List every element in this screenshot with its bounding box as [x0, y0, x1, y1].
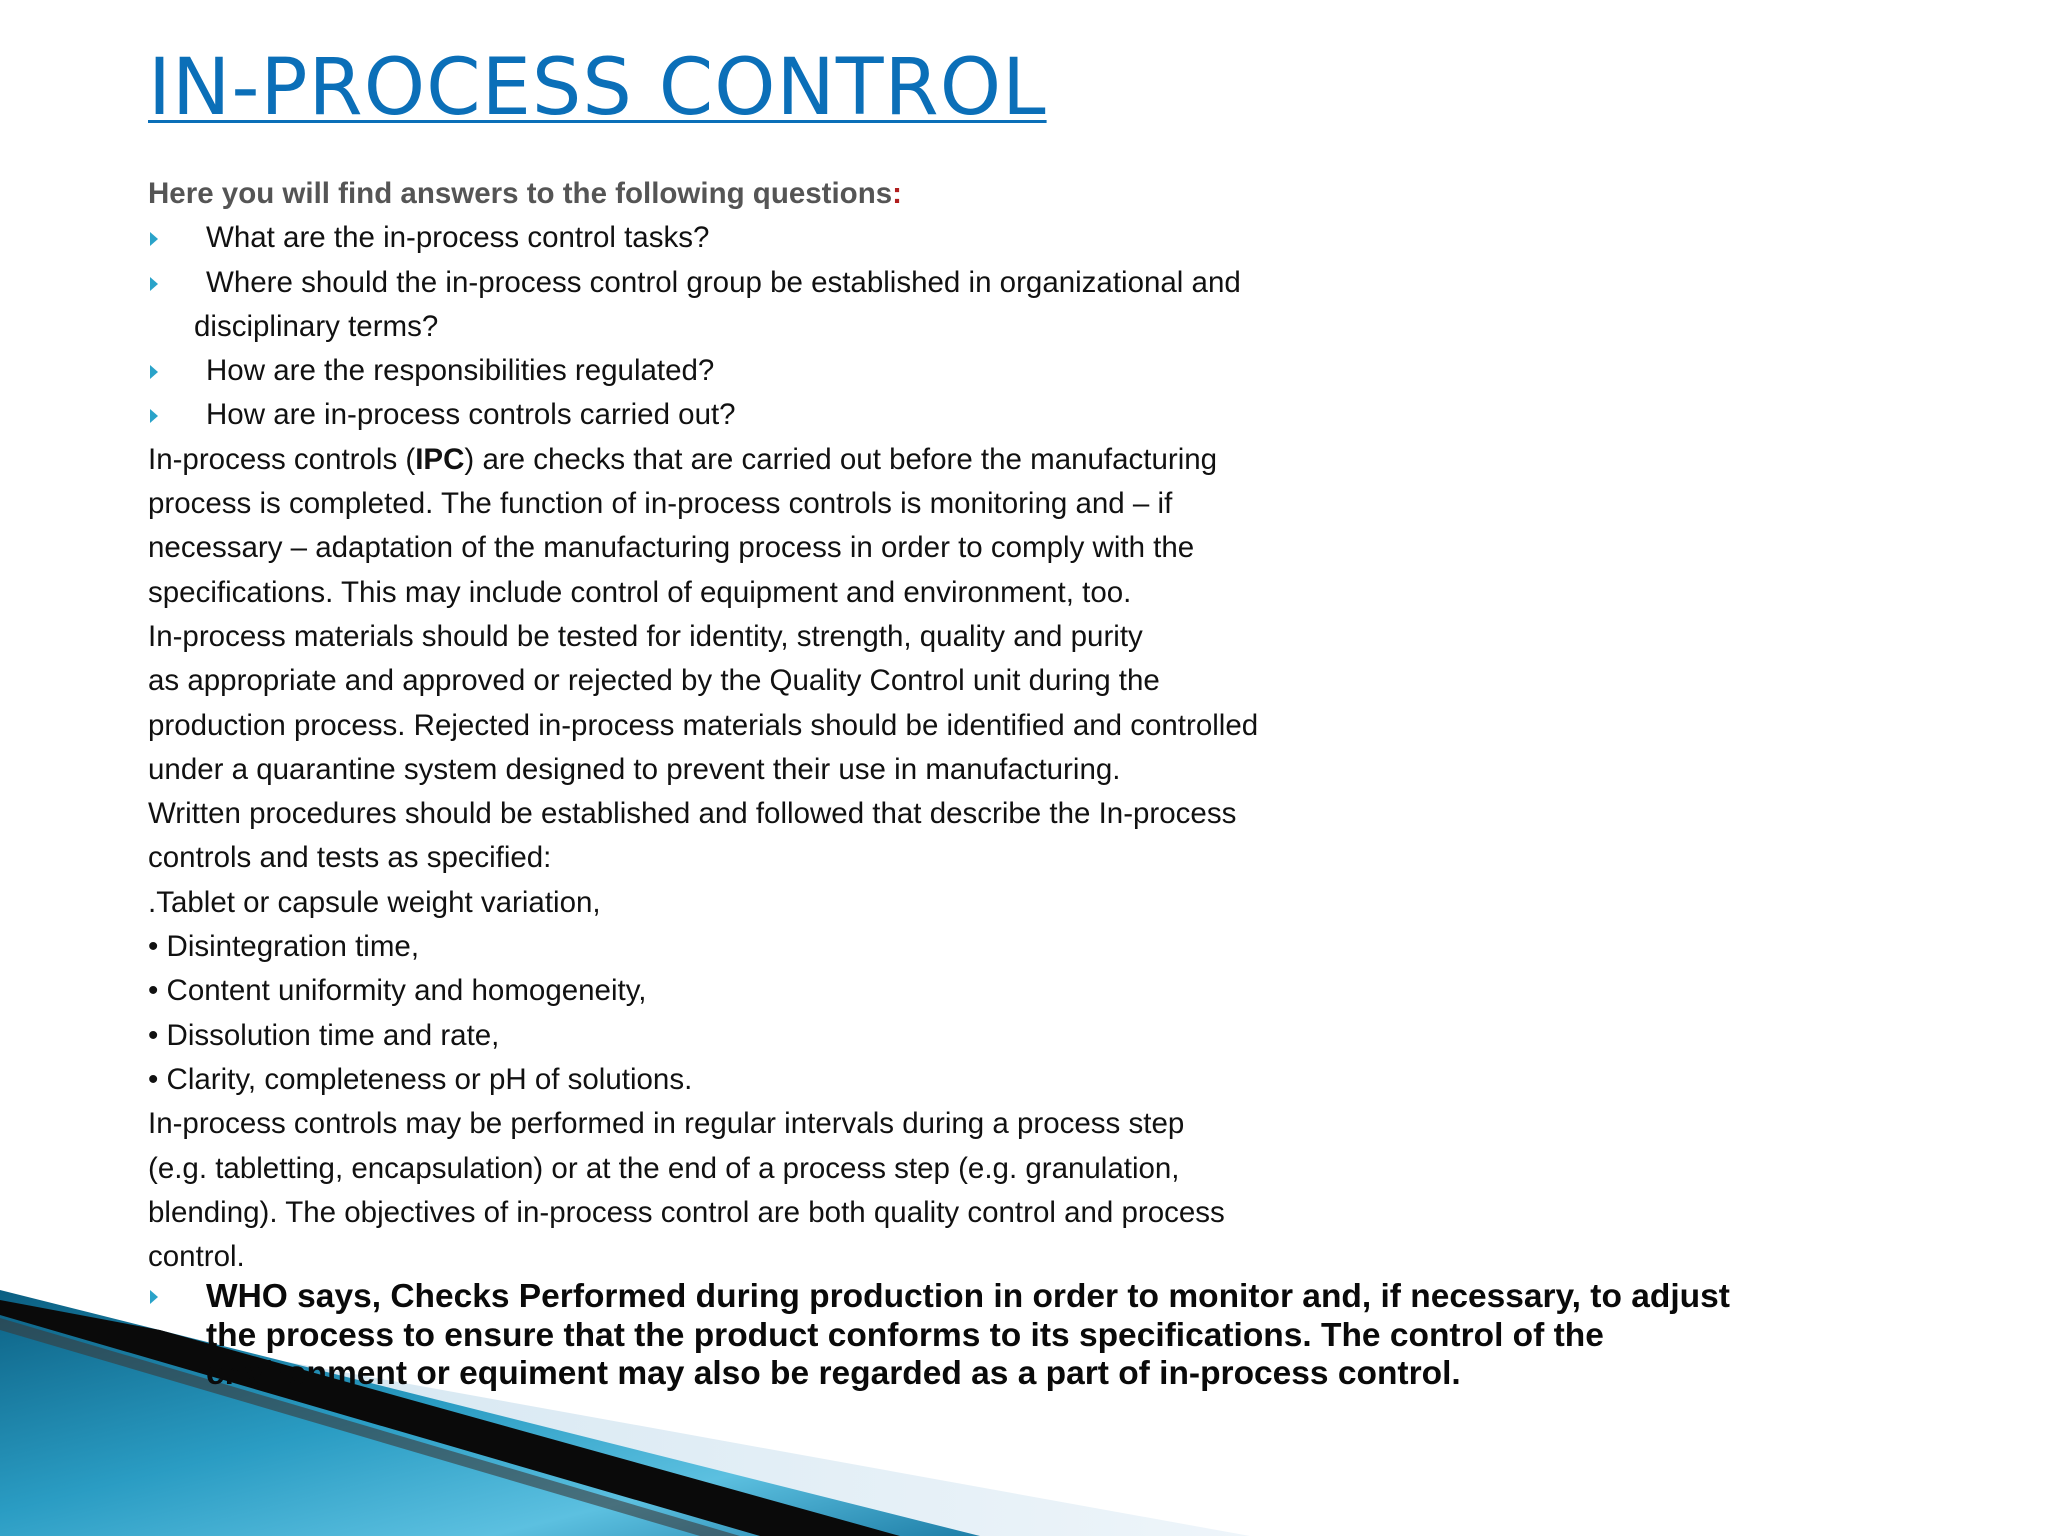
- intro-heading: [148, 172, 1448, 216]
- paragraph-line: controls and tests as specified:: [148, 841, 552, 875]
- triangle-bullet-icon: [150, 365, 158, 379]
- who-line: the process to ensure that the product conforms to its specifications. The control of the: [206, 1316, 1604, 1354]
- ipc-definition: [148, 438, 1448, 482]
- paragraph-line: under a quarantine system designed to prevent their use in manufacturing.: [148, 752, 1121, 786]
- paragraph-line: process is completed. The function of in-process controls is monitoring and – if: [148, 487, 1173, 521]
- who-text: [206, 1278, 1788, 1394]
- paragraph-line: necessary – adaptation of the manufacturing process in order to comply with the: [148, 531, 1195, 565]
- test-item: • Disintegration time,: [148, 930, 420, 964]
- intro-text: Here you will find answers to the following questions: [148, 177, 893, 210]
- paragraph-line: Written procedures should be established and followed that describe the In-process: [148, 797, 1237, 831]
- question-item: [148, 216, 1448, 260]
- who-definition: [148, 1278, 1788, 1394]
- question-item: [148, 349, 1448, 393]
- slide-body: [148, 172, 1448, 1279]
- paragraph-line: as appropriate and approved or rejected by the Quality Control unit during the: [148, 664, 1160, 698]
- triangle-bullet-icon: [150, 409, 158, 423]
- ipc-def-after: ) are checks that are carried out before the manufacturing: [464, 442, 1218, 476]
- who-line: WHO says, Checks Performed during production in order to monitor and, if necessary, to adjust: [206, 1278, 1730, 1315]
- slide-title: IN-PROCESS CONTROL: [148, 43, 1047, 133]
- closing-line: In-process controls may be performed in regular intervals during a process step: [148, 1107, 1185, 1141]
- paragraph-line: production process. Rejected in-process materials should be identified and controlled: [148, 708, 1259, 742]
- question-text: Where should the in-process control group be established in organizational and: [206, 265, 1241, 299]
- who-line: environment or equiment may also be regarded as a part of in-process control.: [206, 1355, 1461, 1392]
- test-item: • Clarity, completeness or pH of solutions.: [148, 1062, 693, 1096]
- intro-colon: :: [892, 177, 902, 210]
- question-text: How are the responsibilities regulated?: [206, 354, 715, 388]
- triangle-bullet-icon: [150, 232, 158, 246]
- test-item: • Content uniformity and homogeneity,: [148, 974, 647, 1008]
- question-item: [148, 261, 1448, 305]
- closing-line: (e.g. tabletting, encapsulation) or at the end of a process step (e.g. granulation,: [148, 1151, 1180, 1185]
- closing-line: control.: [148, 1240, 245, 1274]
- question-item: [148, 393, 1448, 437]
- test-item: • Dissolution time and rate,: [148, 1018, 500, 1052]
- ipc-def-before: In-process controls (: [148, 442, 416, 476]
- question-text: What are the in-process control tasks?: [206, 221, 710, 255]
- triangle-bullet-icon: [150, 1290, 158, 1304]
- test-item: .Tablet or capsule weight variation,: [148, 885, 601, 919]
- question-text: How are in-process controls carried out?: [206, 398, 736, 432]
- triangle-bullet-icon: [150, 277, 158, 291]
- paragraph-line: In-process materials should be tested for identity, strength, quality and purity: [148, 619, 1143, 653]
- closing-line: blending). The objectives of in-process control are both quality control and process: [148, 1195, 1225, 1229]
- question-continuation: disciplinary terms?: [194, 309, 439, 343]
- paragraph-line: specifications. This may include control of equipment and environment, too.: [148, 575, 1132, 609]
- ipc-abbreviation: IPC: [415, 442, 465, 476]
